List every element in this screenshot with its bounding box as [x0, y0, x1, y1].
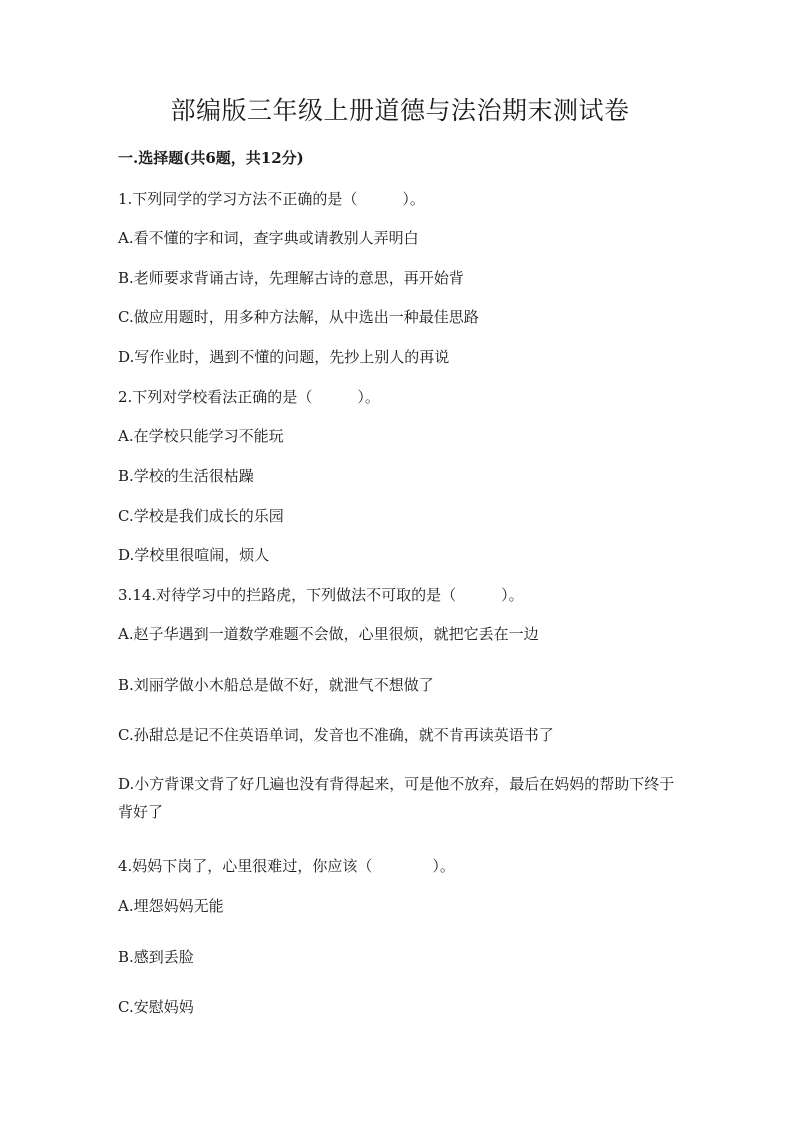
question-1-option-a: A.看不懂的字和词，查字典或请教别人弄明白	[118, 229, 419, 247]
section-heading: 一.选择题(共6题，共12分)	[118, 149, 304, 167]
question-1-option-d: D.写作业时，遇到不懂的问题，先抄上别人的再说	[118, 348, 450, 366]
question-4-option-b: B.感到丢脸	[118, 948, 194, 966]
question-1-stem: 1.下列同学的学习方法不正确的是（ ）。	[118, 190, 425, 208]
question-4-option-c: C.安慰妈妈	[118, 998, 194, 1016]
question-3-option-c: C.孙甜总是记不住英语单词，发音也不准确，就不肯再读英语书了	[118, 726, 554, 744]
question-1-option-c: C.做应用题时，用多种方法解，从中选出一种最佳思路	[118, 308, 479, 326]
question-2-option-c: C.学校是我们成长的乐园	[118, 507, 284, 525]
question-2-option-d: D.学校里很喧闹，烦人	[118, 546, 270, 564]
question-2-option-b: B.学校的生活很枯躁	[118, 467, 254, 485]
question-3-option-b: B.刘丽学做小木船总是做不好，就泄气不想做了	[118, 676, 434, 694]
question-4-stem: 4.妈妈下岗了，心里很难过，你应该（ ）。	[118, 857, 455, 875]
question-4-option-a: A.埋怨妈妈无能	[118, 897, 224, 915]
question-3-stem: 3.14.对待学习中的拦路虎，下列做法不可取的是（ ）。	[118, 586, 524, 604]
question-3-option-a: A.赵子华遇到一道数学难题不会做，心里很烦，就把它丢在一边	[118, 625, 539, 643]
exam-title: 部编版三年级上册道德与法治期末测试卷	[170, 96, 630, 125]
question-2-stem: 2.下列对学校看法正确的是（ ）。	[118, 388, 380, 406]
question-3-option-d: D.小方背课文背了好几遍也没有背得起来，可是他不放弃，最后在妈妈的帮助下终于背好了	[118, 775, 675, 821]
question-1-option-b: B.老师要求背诵古诗，先理解古诗的意思，再开始背	[118, 269, 464, 287]
question-2-option-a: A.在学校只能学习不能玩	[118, 427, 284, 445]
